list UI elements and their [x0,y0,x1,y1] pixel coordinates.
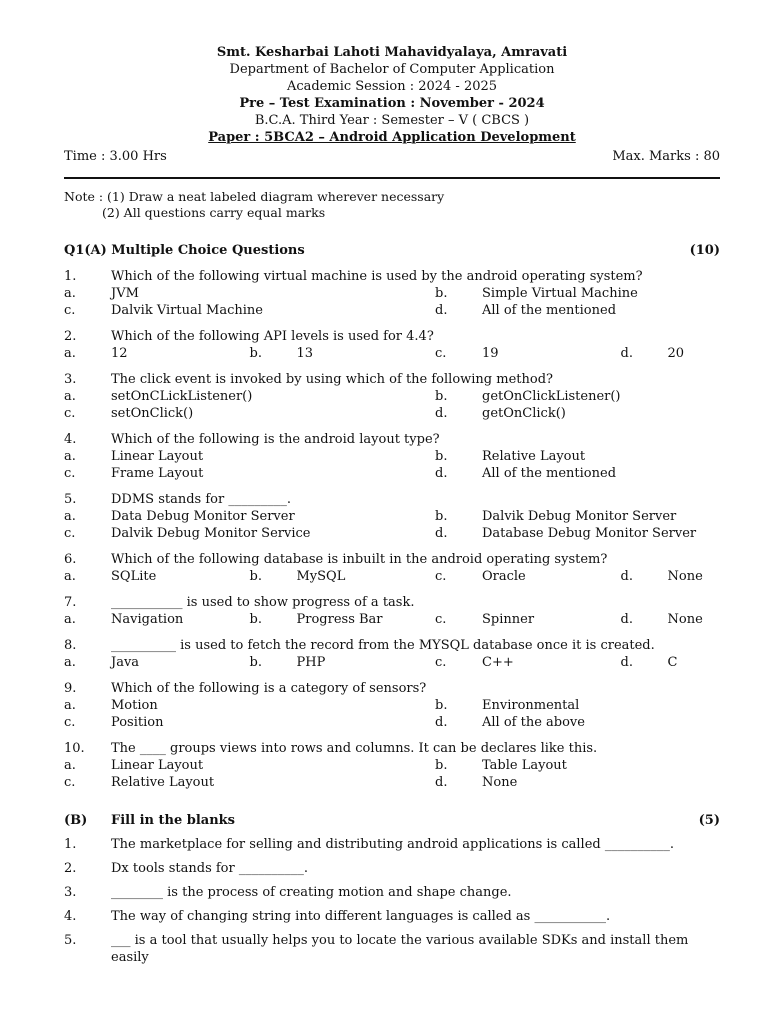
item-number: 4. [64,909,77,924]
question-number: 3. [64,372,77,387]
option-letter: a. [64,655,76,670]
option-text: Dalvik Debug Monitor Service [111,526,311,541]
option [435,697,579,714]
option-letter: c. [435,346,447,361]
option-text: Motion [111,698,158,713]
question-text: The click event is invoked by using which of the following method? [111,372,553,387]
option-letter: b. [435,698,448,713]
option [435,448,585,465]
option-text: Java [111,655,140,670]
options-row [64,654,720,671]
option-text: All of the above [482,715,585,730]
instructions-note [64,189,720,221]
exam-title: Pre – Test Examination : November - 2024 [239,96,545,111]
mcq-question [64,637,720,671]
question-number: 7. [64,595,77,610]
option-letter: a. [64,758,76,773]
question-row [64,637,720,654]
options-row [64,611,720,628]
question-number: 8. [64,638,77,653]
option [64,448,435,465]
header-divider [64,177,720,179]
exam-meta [64,148,720,165]
question-row [64,328,720,345]
option [435,525,696,542]
option-text: None [667,612,703,627]
option-letter: b. [249,346,262,361]
option [435,285,638,302]
section-a-marks: (10) [689,243,720,258]
question-text: ___________ is used to show progress of a task. [111,595,415,610]
option [435,302,616,319]
option-letter: b. [435,449,448,464]
options-row [64,302,720,319]
mcq-question [64,371,720,422]
option [435,654,621,671]
fill-blank-item [64,932,720,966]
mcq-question [64,594,720,628]
question-text: Which of the following virtual machine is used by the android operating system? [111,269,643,284]
options-row [64,697,720,714]
option [435,465,616,482]
option-text: Linear Layout [111,758,204,773]
exam-time: Time : 3.00 Hrs [64,149,167,164]
option-text: Linear Layout [111,449,204,464]
option-letter: c. [64,406,76,421]
option [64,388,435,405]
option-letter: d. [620,612,633,627]
fill-blank-item [64,908,720,925]
item-text: The marketplace for selling and distributing android applications is called __________. [111,837,674,852]
option [435,611,621,628]
option-letter: d. [435,775,448,790]
option-letter: d. [435,466,448,481]
question-text: Which of the following database is inbuilt in the android operating system? [111,552,608,567]
option-letter: b. [249,655,262,670]
option [64,697,435,714]
option [435,757,567,774]
option [435,714,585,731]
option-text: PHP [296,655,326,670]
option-text: C++ [482,655,514,670]
option-letter: d. [620,346,633,361]
item-number: 3. [64,885,77,900]
course-info: B.C.A. Third Year : Semester – V ( CBCS ) [254,113,530,128]
option-letter: b. [249,612,262,627]
question-row [64,371,720,388]
options-row [64,774,720,791]
option [64,774,435,791]
option [64,465,435,482]
mcq-question [64,328,720,362]
option-letter: c. [435,569,447,584]
option-letter: b. [435,758,448,773]
option-text: Environmental [482,698,580,713]
mcq-question [64,431,720,482]
paper-title: Paper : 5BCA2 – Android Application Development [208,130,576,145]
question-row [64,680,720,697]
mcq-question [64,268,720,319]
option-letter: b. [435,389,448,404]
question-row [64,740,720,757]
option [64,757,435,774]
fill-blank-item [64,860,720,877]
option-letter: a. [64,569,76,584]
question-text: Which of the following API levels is used for 4.4? [111,329,434,344]
option-text: setOnCLickListener() [111,389,253,404]
option [64,508,435,525]
option [435,388,621,405]
options-row [64,465,720,482]
college-name: Smt. Kesharbai Lahoti Mahavidyalaya, Amravati [216,45,568,60]
option-text: 19 [482,346,499,361]
option-text: MySQL [296,569,346,584]
option [250,345,436,362]
option-letter: c. [435,612,447,627]
section-b-title: Fill in the blanks [111,813,235,828]
option-letter: d. [435,303,448,318]
options-row [64,714,720,731]
option [621,345,685,362]
fill-blanks-list [64,836,720,966]
option-letter: d. [620,569,633,584]
option-letter: c. [64,775,76,790]
item-number: 1. [64,837,77,852]
options-row [64,568,720,585]
option-letter: b. [249,569,262,584]
option [64,568,250,585]
options-row [64,285,720,302]
fill-blank-item [64,884,720,901]
option-text: Relative Layout [482,449,586,464]
options-row [64,448,720,465]
option-text: JVM [111,286,139,301]
option [64,405,435,422]
option [64,285,435,302]
option-text: Dalvik Virtual Machine [111,303,263,318]
options-row [64,388,720,405]
option-text: getOnClickListener() [482,389,621,404]
option-text: setOnClick() [111,406,194,421]
item-number: 5. [64,933,77,948]
item-text: ________ is the process of creating motion and shape change. [111,885,512,900]
option [435,774,517,791]
option [435,345,621,362]
option [64,345,250,362]
option [435,405,566,422]
option-letter: c. [64,466,76,481]
option-text: Frame Layout [111,466,204,481]
option-letter: c. [64,526,76,541]
option-text: Table Layout [482,758,567,773]
question-row [64,551,720,568]
option [621,654,678,671]
option-letter: d. [435,715,448,730]
option-letter: a. [64,509,76,524]
academic-session: Academic Session : 2024 - 2025 [286,79,498,94]
exam-header [64,44,720,146]
item-text: Dx tools stands for __________. [111,861,308,876]
option-text: Database Debug Monitor Server [482,526,697,541]
question-number: 1. [64,269,77,284]
option-letter: a. [64,346,76,361]
option-text: 20 [667,346,685,361]
option-text: Data Debug Monitor Server [111,509,295,524]
option [64,611,250,628]
section-a-title: Q1(A) Multiple Choice Questions [64,243,305,258]
option-text: Spinner [482,612,535,627]
option [250,568,436,585]
option-letter: d. [435,526,448,541]
option-letter: a. [64,698,76,713]
option-letter: c. [64,303,76,318]
option [64,525,435,542]
item-text: ___ is a tool that usually helps you to locate the various available SDKs and install them easily [111,933,689,965]
mcq-question [64,740,720,791]
option-text: Oracle [482,569,526,584]
option-letter: c. [64,715,76,730]
option [621,568,703,585]
option-text: getOnClick() [482,406,566,421]
mcq-question [64,491,720,542]
options-row [64,757,720,774]
option-text: SQLite [111,569,157,584]
item-number: 2. [64,861,77,876]
option-letter: a. [64,449,76,464]
option-letter: d. [435,406,448,421]
mcq-question [64,551,720,585]
mcq-list [64,268,720,791]
option [64,714,435,731]
options-row [64,405,720,422]
max-marks: Max. Marks : 80 [612,149,720,164]
section-b-label: (B) [64,813,88,828]
department: Department of Bachelor of Computer Application [229,62,555,77]
question-number: 2. [64,329,77,344]
question-row [64,594,720,611]
option-text: 12 [111,346,128,361]
question-number: 9. [64,681,77,696]
option [250,654,436,671]
option-text: Navigation [111,612,184,627]
option-text: None [482,775,518,790]
section-a-heading [64,243,720,258]
question-text: The ____ groups views into rows and columns. It can be declares like this. [111,741,598,756]
section-b-marks: (5) [698,813,720,828]
question-text: Which of the following is the android layout type? [111,432,440,447]
note-line-1: Note : (1) Draw a neat labeled diagram wherever necessary [64,189,445,204]
option [64,654,250,671]
question-number: 6. [64,552,77,567]
option-letter: b. [435,509,448,524]
question-number: 10. [64,741,85,756]
option-letter: b. [435,286,448,301]
options-row [64,345,720,362]
option [250,611,436,628]
question-text: DDMS stands for _________. [111,492,291,507]
option-letter: a. [64,286,76,301]
section-b-heading [64,813,720,828]
option-letter: a. [64,612,76,627]
note-line-2: (2) All questions carry equal marks [102,205,326,220]
question-row [64,268,720,285]
question-text: Which of the following is a category of sensors? [111,681,427,696]
option-text: Relative Layout [111,775,215,790]
option-letter: d. [620,655,633,670]
option-text: Progress Bar [296,612,383,627]
question-number: 4. [64,432,77,447]
options-row [64,508,720,525]
option-text: All of the mentioned [482,303,617,318]
question-number: 5. [64,492,77,507]
option [435,568,621,585]
option-letter: a. [64,389,76,404]
option [621,611,703,628]
option-text: Dalvik Debug Monitor Server [482,509,677,524]
option-text: All of the mentioned [482,466,617,481]
question-row [64,491,720,508]
option [435,508,676,525]
fill-blank-item [64,836,720,853]
option-text: 13 [296,346,314,361]
item-text: The way of changing string into different languages is called as ___________. [111,909,611,924]
option [64,302,435,319]
question-row [64,431,720,448]
question-text: __________ is used to fetch the record from the MYSQL database once it is created. [111,638,655,653]
option-text: Position [111,715,164,730]
option-text: C [667,655,678,670]
option-text: Simple Virtual Machine [482,286,638,301]
option-text: None [667,569,703,584]
option-letter: c. [435,655,447,670]
mcq-question [64,680,720,731]
options-row [64,525,720,542]
